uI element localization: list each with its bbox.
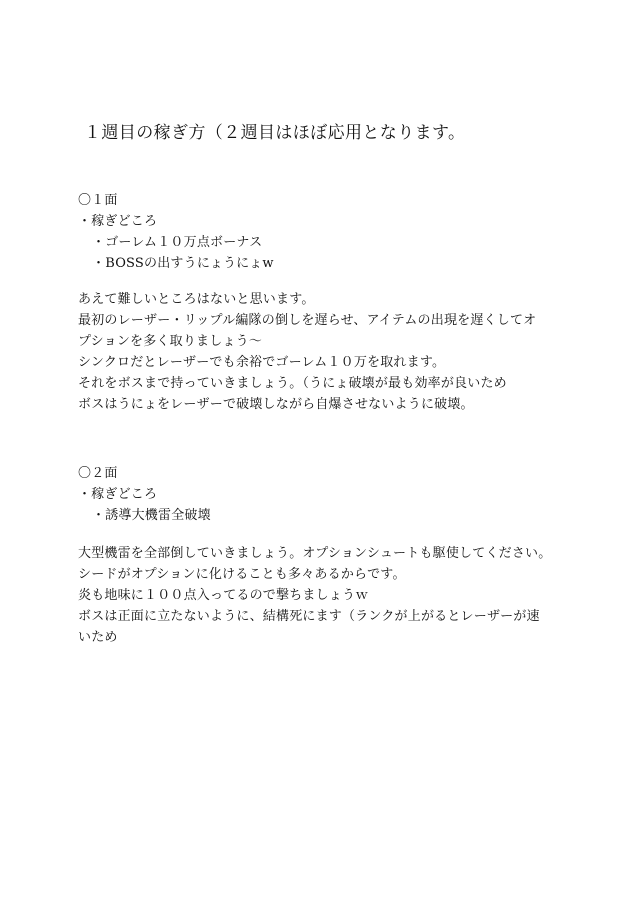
section2-paragraph-line: ボスは正面に立たないように、結構死にます（ランクが上がるとレーザーが速: [78, 609, 540, 624]
section2-heading: 〇２面: [78, 466, 118, 481]
section1-paragraph-line: あえて難しいところはないと思います。: [78, 292, 315, 307]
section1-item-1: ・ゴーレム１０万点ボーナス: [92, 235, 263, 250]
section2-category: ・稼ぎどころ: [78, 487, 158, 502]
section1-paragraph-line: シンクロだとレーザーでも余裕でゴーレム１０万を取れます。: [78, 355, 446, 370]
section1-paragraph-line: プションを多く取りましょう～: [78, 334, 263, 349]
section1-category: ・稼ぎどころ: [78, 214, 158, 229]
section2-item-1: ・誘導大機雷全破壊: [92, 508, 211, 523]
section1-paragraph-line: それをボスまで持っていきましょう。（うにょ破壊が最も効率が良いため: [78, 376, 507, 391]
page-title: １週目の稼ぎ方（２週目はほぼ応用となります。: [84, 123, 466, 143]
section1-heading: 〇１面: [78, 193, 118, 208]
section1-paragraph-line: 最初のレーザー・リップル編隊の倒しを遅らせ、アイテムの出現を遅くしてオ: [78, 313, 537, 328]
section2-paragraph-line: 炎も地味に１００点入ってるので撃ちましょうｗ: [78, 588, 369, 603]
section2-paragraph-line: シードがオプションに化けることも多々あるからです。: [78, 567, 406, 582]
section1-paragraph-line: ボスはうにょをレーザーで破壊しながら自爆させないように破壊。: [78, 397, 474, 412]
section2-paragraph-line: いため: [78, 630, 118, 645]
section2-paragraph-line: 大型機雷を全部倒していきましょう。オプションシュートも駆使してください。: [78, 546, 552, 561]
section1-item-2: ・BOSSの出すうにょうにょw: [92, 256, 274, 271]
